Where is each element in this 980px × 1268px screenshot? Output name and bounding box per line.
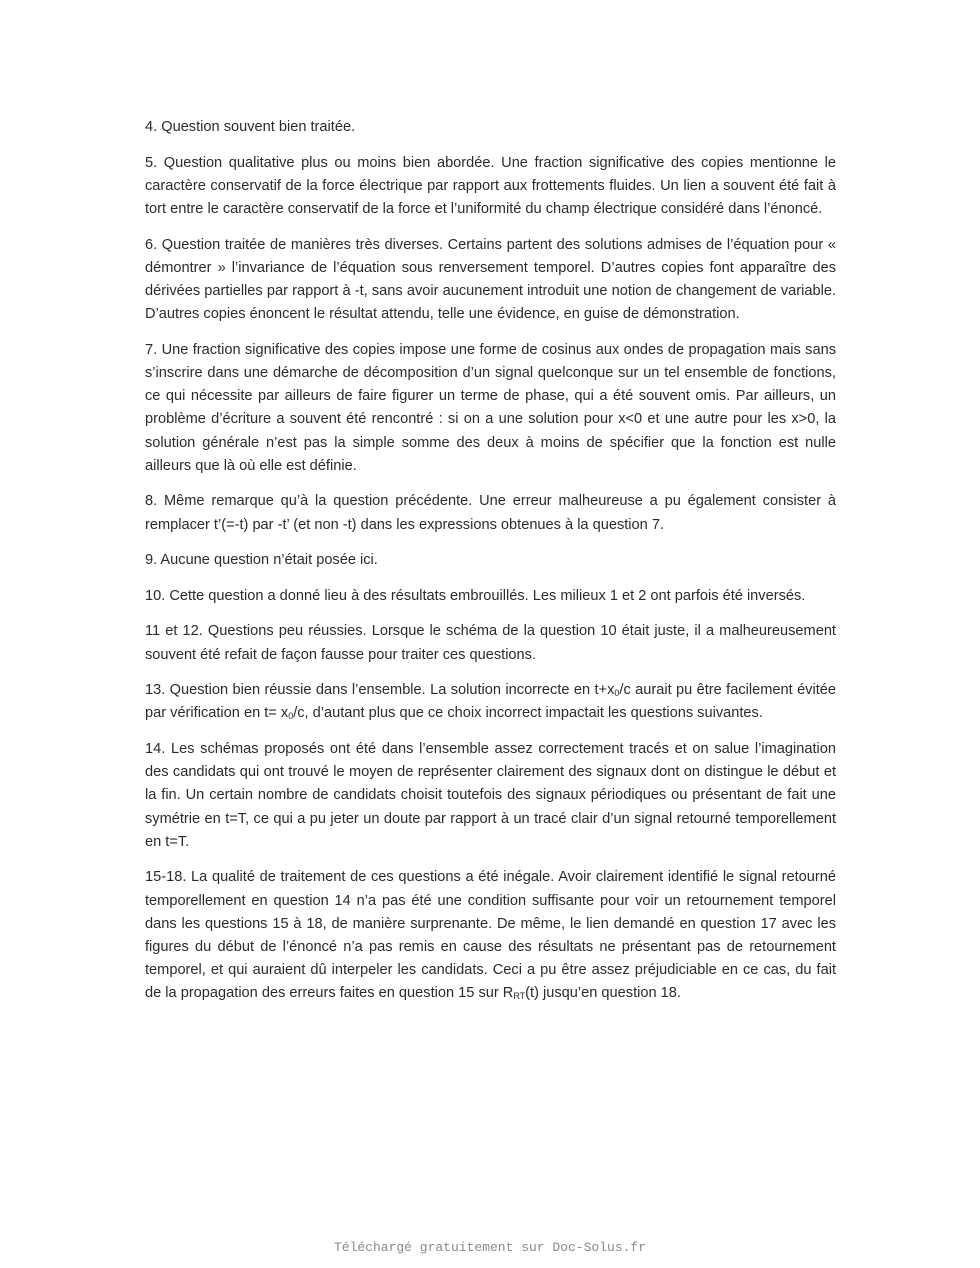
text-run: 15-18. La qualité de traitement de ces questions a été inégale. Avoir clairement identifié le signal retourné temporellement en question 14 n’a pas été une condition suffisante pour voir un retournement temporel dans les questions 15 à 18, de manière surprenante. De même, le lien demandé en question 17 avec les figures du début de l’énoncé n’a pas remis en cause des résultats ne présentant pas de retournement temporel, et qui auraient dû interpeler les candidats. Ceci a pu être assez préjudiciable en ce cas, du fait de la propagation des erreurs faites en question 15 sur R [145, 869, 836, 1002]
paragraph-q5 [145, 152, 836, 222]
text-run: /c aurait pu être facilement évitée par vérification en t= x [145, 682, 837, 722]
subscript: 0 [614, 688, 620, 699]
paragraph-q11-12 [145, 620, 836, 666]
paragraph-q6 [145, 234, 836, 327]
subscript: 0 [288, 711, 294, 722]
text-run: 11 et 12. Questions peu réussies. Lorsque le schéma de la question 10 était juste, il a malheureusement souvent été refait de façon fausse pour traiter ces questions. [145, 623, 836, 663]
text-run: /c, d’autant plus que ce choix incorrect impactait les questions suivantes. [293, 705, 763, 722]
paragraph-q7 [145, 339, 836, 478]
paragraph-q4 [145, 116, 836, 139]
text-run: 8. Même remarque qu’à la question précédente. Une erreur malheureuse a pu également consister à remplacer t’(=-t) par -t’ (et non -t) dans les expressions obtenues à la question 7. [145, 493, 836, 533]
document-body [145, 116, 836, 1018]
paragraph-q8 [145, 490, 836, 536]
subscript: RT [513, 991, 526, 1002]
text-run: 10. Cette question a donné lieu à des résultats embrouillés. Les milieux 1 et 2 ont parfois été inversés. [145, 587, 806, 604]
text-run: 9. Aucune question n’était posée ici. [145, 552, 378, 569]
paragraph-q14 [145, 738, 836, 854]
paragraph-q10 [145, 585, 836, 608]
text-run: 14. Les schémas proposés ont été dans l’ensemble assez correctement tracés et on salue l’imagination des candidats qui ont trouvé le moyen de représenter clairement des signaux dont on distingue le début et la fin. Un certain nombre de candidats choisit toutefois des signaux périodiques ou présentant de fait une symétrie en t=T, ce qui a pu jeter un doute par rapport à un tracé clair d’un signal retourné temporellement en t=T. [145, 740, 836, 850]
paragraph-q13 [145, 679, 836, 725]
text-run: 4. Question souvent bien traitée. [145, 119, 356, 135]
text-run: 5. Question qualitative plus ou moins bien abordée. Une fraction significative des copies mentionne le caractère conservatif de la force électrique par rapport aux frottements fluides. Un lien a souvent été fait à tort entre le caractère conservatif de la force et l’uniformité du champ électrique considéré dans l’énoncé. [145, 154, 836, 217]
page-footer: Téléchargé gratuitement sur Doc-Solus.fr [333, 1240, 647, 1255]
text-run: 6. Question traitée de manières très diverses. Certains partent des solutions admises de l’équation pour « démontrer » l’invariance de l’équation sous renversement temporel. D’autres copies font apparaître des dérivées partielles par rapport à -t, sans avoir aucunement introduit une notion de changement de variable. D’autres copies énoncent le résultat attendu, telle une évidence, en guise de démonstration. [145, 236, 836, 323]
text-run: 7. Une fraction significative des copies impose une forme de cosinus aux ondes de propagation mais sans s’inscrire dans une démarche de décomposition d’un signal quelconque sur un tel ensemble de fonctions, ce qui nécessite par ailleurs de faire figurer un terme de phase, qui a été souvent omis. Par ailleurs, un problème d’écriture a souvent été rencontré : si on a une solution pour x<0 et une autre pour les x>0, la solution générale n’est pas la simple somme des deux à moins de spécifier que la fonction est nulle ailleurs que là où elle est définie. [145, 341, 836, 474]
paragraph-q9 [145, 549, 836, 572]
text-run: 13. Question bien réussie dans l’ensemble. La solution incorrecte en t+x [145, 682, 615, 699]
paragraph-q15-18 [145, 866, 836, 1005]
text-run: (t) jusqu’en question 18. [525, 985, 681, 1002]
